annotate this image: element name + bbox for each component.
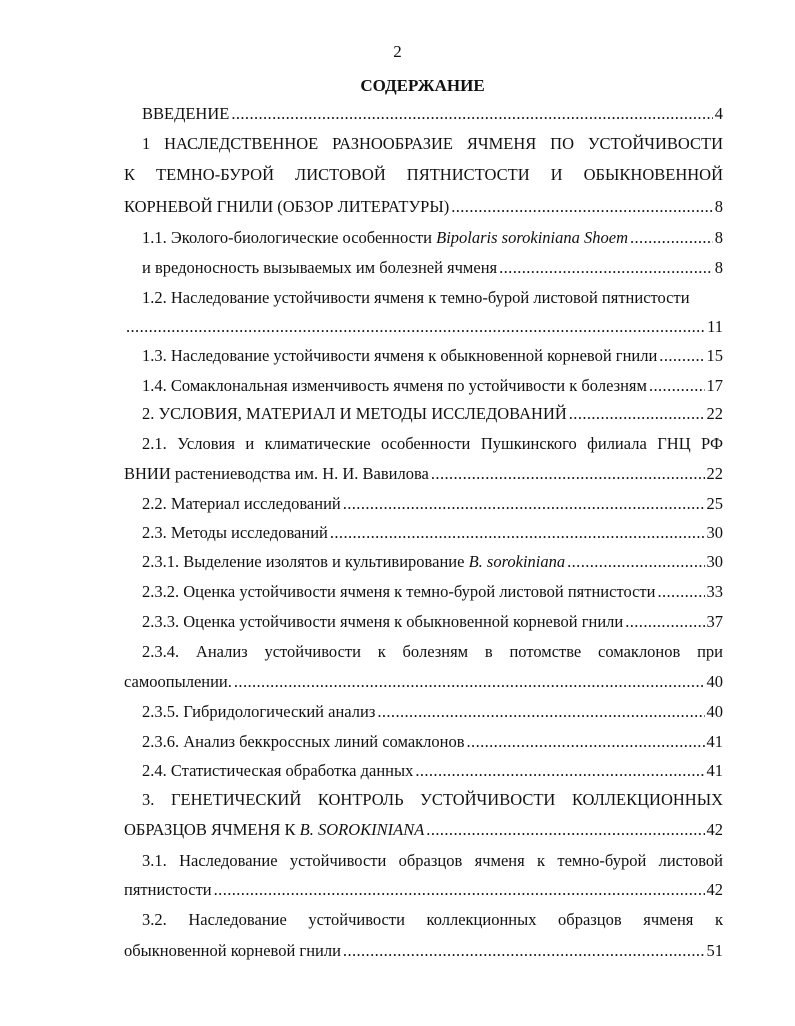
toc-entry-1-1 (142, 228, 723, 248)
toc-entry-2-3-5 (142, 702, 723, 722)
toc-entry-3-2-line1: 3.2. Наследование устойчивости коллекционных образцов ячменя к (142, 910, 723, 929)
leader-dots (415, 761, 704, 781)
leader-dots (467, 732, 705, 752)
toc-entry-text: 2.3.6. Анализ беккроссных линий сомаклонов (142, 732, 465, 751)
leader-dots (451, 197, 713, 217)
toc-entry-ch1-line3 (124, 197, 723, 217)
toc-title: СОДЕРЖАНИЕ (360, 76, 485, 95)
toc-entry-page: 40 (706, 672, 723, 691)
toc-entry-page: 4 (714, 104, 723, 123)
toc-entry-page: 25 (706, 494, 723, 513)
leader-dots (569, 404, 705, 424)
toc-entry-2-3-6 (142, 732, 723, 752)
toc-entry-text: пятнистости (124, 880, 212, 899)
leader-dots (499, 258, 713, 278)
leader-dots (567, 552, 704, 572)
toc-entry-2-3 (142, 523, 723, 543)
toc-entry-1-4 (142, 376, 723, 396)
toc-entry-text: КОРНЕВОЙ ГНИЛИ (ОБЗОР ЛИТЕРАТУРЫ) (124, 197, 450, 216)
toc-entry-2-1-line2 (124, 464, 723, 484)
toc-entry-1-2-line1: 1.2. Наследование устойчивости ячменя к темно-бурой листовой пятнистости (142, 288, 690, 307)
toc-entry-1-1b (142, 258, 723, 278)
toc-entry-2-3-4-line1: 2.3.4. Анализ устойчивости к болезням в потомстве сомаклонов при (142, 642, 723, 661)
toc-entry-3-1-line2 (124, 880, 723, 900)
toc-entry-page: 42 (706, 880, 723, 899)
toc-entry-text: 1.3. Наследование устойчивости ячменя к обыкновенной корневой гнили (142, 346, 658, 365)
toc-entry-2-4 (142, 761, 723, 781)
leader-dots (214, 880, 705, 900)
toc-entry-text: ВВЕДЕНИЕ (142, 104, 230, 123)
toc-entry-ch1-line2: К ТЕМНО-БУРОЙ ЛИСТОВОЙ ПЯТНИСТОСТИ И ОБЫКНОВЕННОЙ (124, 165, 723, 184)
leader-dots (630, 228, 713, 248)
toc-entry-text: ВНИИ растениеводства им. Н. И. Вавилова (124, 464, 429, 483)
leader-dots (377, 702, 704, 722)
toc-entry-ch2 (142, 404, 723, 424)
leader-dots (126, 317, 705, 337)
toc-entry-3-2-line2 (124, 941, 723, 961)
toc-entry-page: 41 (706, 761, 723, 780)
toc-entry-page: 15 (706, 346, 723, 365)
toc-entry-text: обыкновенной корневой гнили (124, 941, 341, 960)
leader-dots (659, 346, 704, 366)
toc-entry-ch1-line1: 1 НАСЛЕДСТВЕННОЕ РАЗНООБРАЗИЕ ЯЧМЕНЯ ПО УСТОЙЧИВОСТИ (142, 134, 723, 153)
toc-entry-text: 2.2. Материал исследований (142, 494, 341, 513)
toc-entry-intro (142, 104, 723, 124)
toc-entry-ch3-line1: 3. ГЕНЕТИЧЕСКИЙ КОНТРОЛЬ УСТОЙЧИВОСТИ КОЛЛЕКЦИОННЫХ (142, 790, 723, 809)
toc-entry-page: 8 (714, 258, 723, 277)
toc-entry-page: 51 (706, 941, 723, 960)
species-name: B. SOROKINIANA (299, 820, 425, 839)
toc-entry-2-3-2 (142, 582, 723, 602)
toc-entry-text: 2.3. Методы исследований (142, 523, 328, 542)
species-name: Bipolaris sorokiniana Shoem (436, 228, 628, 247)
page-number: 2 (393, 42, 402, 61)
toc-entry-page: 8 (714, 197, 723, 216)
toc-entry-page: 37 (706, 612, 723, 631)
toc-entry-page: 30 (706, 552, 723, 571)
leader-dots (431, 464, 705, 484)
toc-entry-text: 1.4. Сомаклональная изменчивость ячменя по устойчивости к болезням (142, 376, 647, 395)
toc-entry-text: самоопылении. (124, 672, 232, 691)
toc-entry-2-3-1 (142, 552, 723, 572)
leader-dots (343, 941, 705, 961)
toc-entry-text: 2.3.2. Оценка устойчивости ячменя к темно-бурой листовой пятнистости (142, 582, 656, 601)
toc-entry-page: 17 (706, 376, 723, 395)
toc-entry-page: 40 (706, 702, 723, 721)
species-name: B. sorokiniana (468, 552, 566, 571)
toc-entry-page: 42 (706, 820, 723, 839)
toc-entry-2-2 (142, 494, 723, 514)
toc-entry-text: 2.4. Статистическая обработка данных (142, 761, 414, 780)
toc-entry-page: 30 (706, 523, 723, 542)
toc-entry-1-2-line2 (124, 317, 723, 337)
leader-dots (649, 376, 705, 396)
toc-entry-3-1-line1: 3.1. Наследование устойчивости образцов ячменя к темно-бурой листовой (142, 851, 723, 870)
leader-dots (234, 672, 705, 692)
toc-entry-2-3-4-line2 (124, 672, 723, 692)
leader-dots (330, 523, 705, 543)
leader-dots (625, 612, 704, 632)
toc-entry-ch3-line2 (124, 820, 723, 840)
leader-dots (426, 820, 704, 840)
toc-entry-2-3-3 (142, 612, 723, 632)
toc-entry-text: и вредоносность вызываемых им болезней ячменя (142, 258, 498, 277)
toc-entry-1-3 (142, 346, 723, 366)
leader-dots (231, 104, 712, 124)
toc-entry-page: 22 (706, 464, 723, 483)
toc-entry-page: 8 (714, 228, 723, 247)
leader-dots (343, 494, 705, 514)
toc-entry-text: ОБРАЗЦОВ ЯЧМЕНЯ К B. SOROKINIANA (124, 820, 425, 839)
toc-entry-text: 1.1. Эколого-биологические особенности Bipolaris sorokiniana Shoem (142, 228, 628, 247)
toc-entry-text: 2.3.1. Выделение изолятов и культивирование B. sorokiniana (142, 552, 566, 571)
toc-entry-text: 2.3.3. Оценка устойчивости ячменя к обыкновенной корневой гнили (142, 612, 624, 631)
toc-entry-text: 2. УСЛОВИЯ, МАТЕРИАЛ И МЕТОДЫ ИССЛЕДОВАНИЙ (142, 404, 567, 423)
toc-entry-page: 33 (706, 582, 723, 601)
toc-entry-page: 41 (706, 732, 723, 751)
toc-entry-page: 22 (706, 404, 723, 423)
leader-dots (657, 582, 704, 602)
toc-entry-2-1-line1: 2.1. Условия и климатические особенности Пушкинского филиала ГНЦ РФ (142, 434, 723, 453)
toc-entry-text: 2.3.5. Гибридологический анализ (142, 702, 376, 721)
toc-entry-page: 11 (707, 317, 723, 336)
